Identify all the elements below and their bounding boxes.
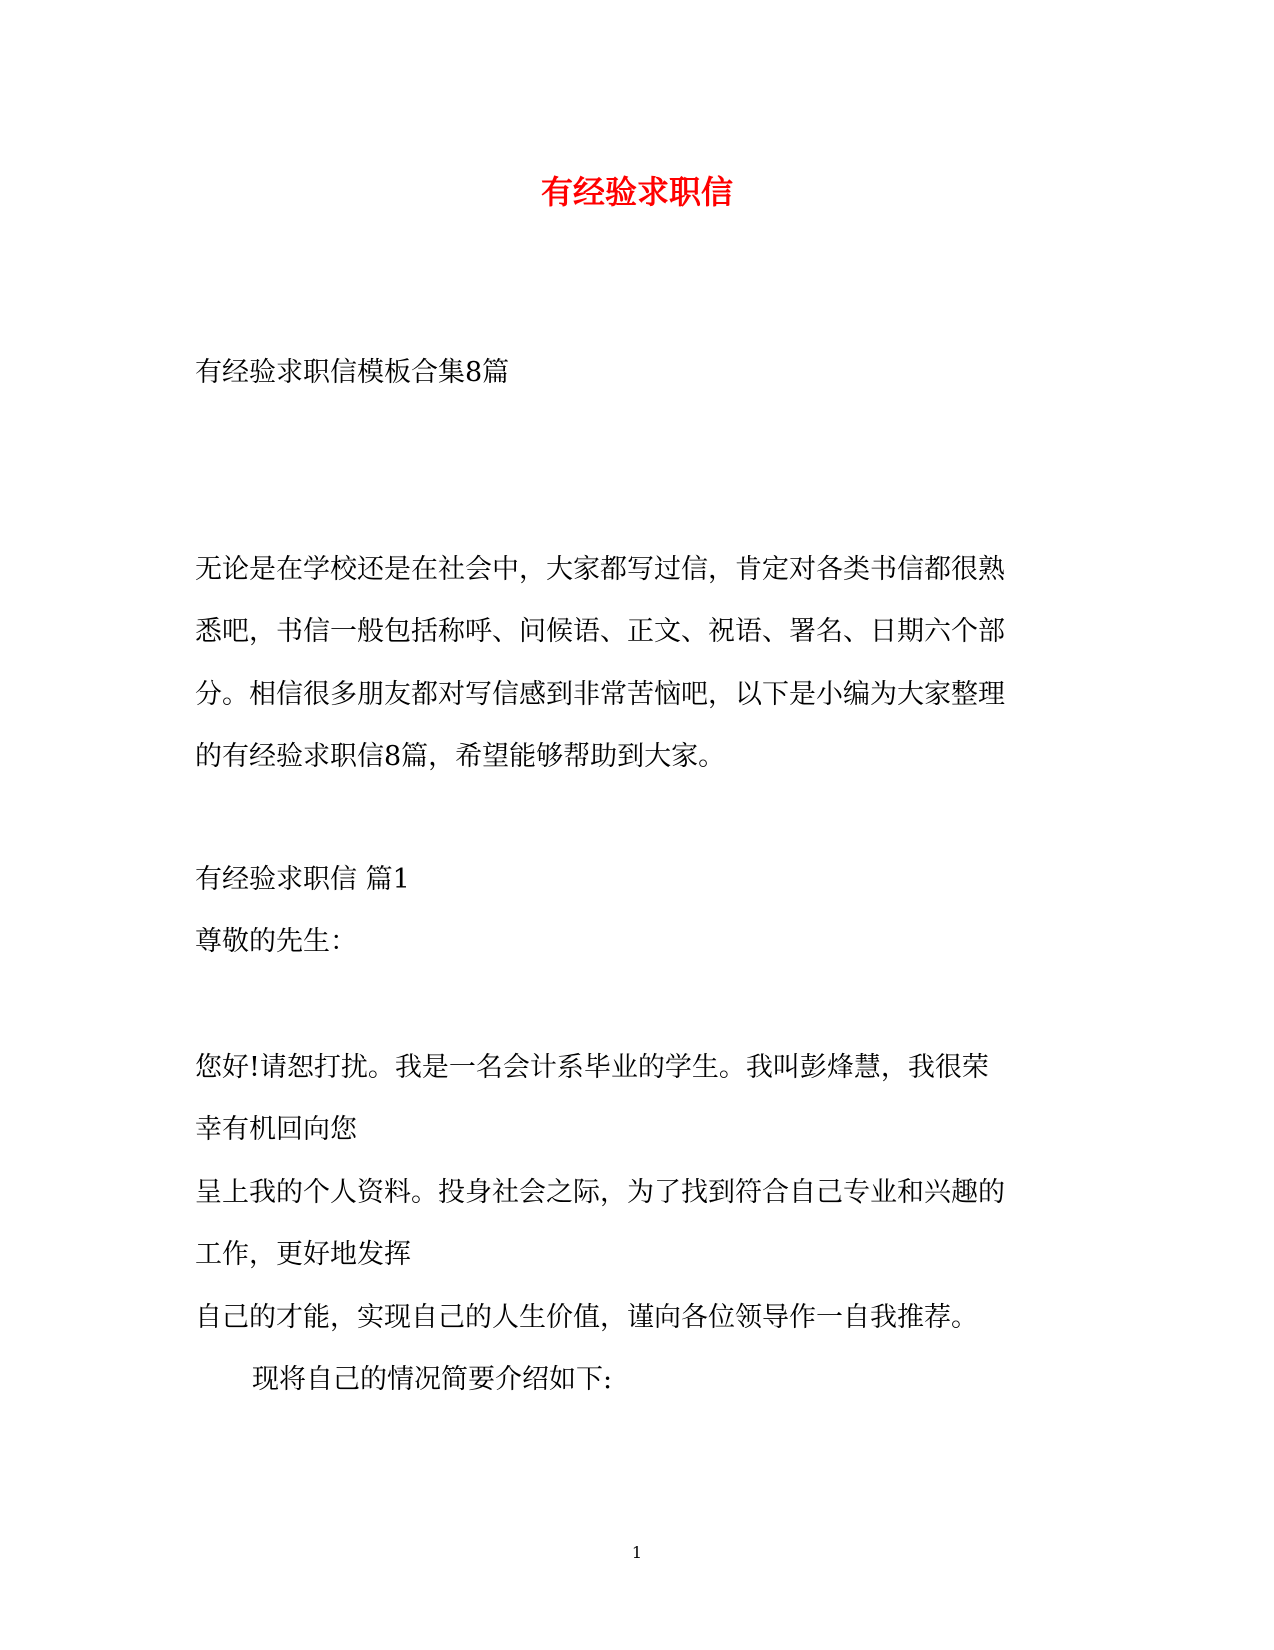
body-line-1: 您好!请恕打扰。我是一名会计系毕业的学生。我叫彭烽慧，我很荣 <box>195 1052 989 1083</box>
intro-line-4: 的有经验求职信8篇，希望能够帮助到大家。 <box>195 741 726 772</box>
page-number: 1 <box>631 1543 643 1562</box>
salutation: 尊敬的先生： <box>195 926 357 957</box>
body-line-3: 呈上我的个人资料。投身社会之际，为了找到符合自己专业和兴趣的 <box>195 1177 1005 1208</box>
intro-line-1: 无论是在学校还是在社会中，大家都写过信，肯定对各类书信都很熟 <box>195 554 1005 585</box>
intro-line-2: 悉吧，书信一般包括称呼、问候语、正文、祝语、署名、日期六个部 <box>195 616 1005 647</box>
body-line-2: 幸有机回向您 <box>195 1114 357 1145</box>
document-title: 有经验求职信 <box>540 173 733 211</box>
body-line-5: 自己的才能，实现自己的人生价值，谨向各位领导作一自我推荐。 <box>195 1302 978 1333</box>
body-line-4: 工作，更好地发挥 <box>195 1239 411 1270</box>
intro-line-3: 分。相信很多朋友都对写信感到非常苦恼吧，以下是小编为大家整理 <box>195 679 1005 710</box>
section-heading: 有经验求职信 篇1 <box>195 864 410 895</box>
document-subtitle: 有经验求职信模板合集8篇 <box>195 357 510 388</box>
indented-line: 现将自己的情况简要介绍如下: <box>252 1364 613 1395</box>
